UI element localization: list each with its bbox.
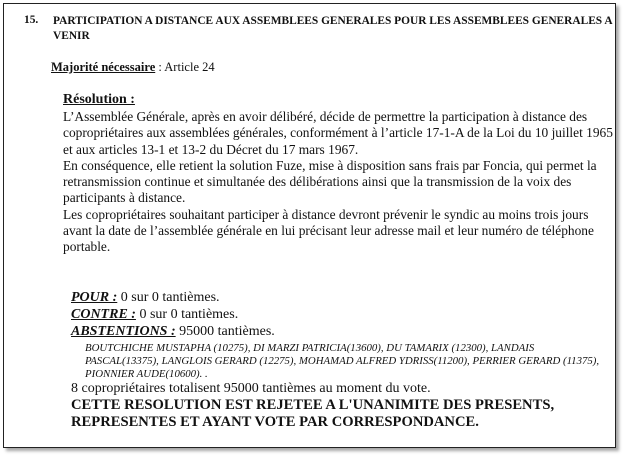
vote-contre-label: CONTRE : — [71, 307, 136, 322]
document-frame — [3, 3, 616, 448]
resolution-conclusion: CETTE RESOLUTION EST REJETEE A L'UNANIMITE DES PRESENTS, REPRESENTES ET AYANT VOTE PAR CORRESPONDANCE. — [71, 397, 555, 430]
vote-contre — [71, 307, 238, 323]
vote-summary: 8 copropriétaires totalisent 95000 tantièmes au moment du vote. — [71, 381, 431, 396]
resolution-title: PARTICIPATION A DISTANCE AUX ASSEMBLEES GENERALES POUR LES ASSEMBLEES GENERALES A VENIR — [53, 15, 612, 42]
majority-line — [51, 60, 215, 75]
vote-pour-label: POUR : — [71, 290, 118, 305]
body-paragraph-1: L’Assemblée Générale, après en avoir délibéré, décide de permettre la participation à distance des copropriétaires aux assemblées générales, conformément à l’article 17-1-A de la Loi du 10 juillet 1965 et aux articles 13-1 et 13-2 du Décret du 17 mars 1967. — [63, 109, 613, 157]
resolution-number: 15. — [24, 14, 39, 26]
vote-abstentions — [71, 324, 275, 340]
vote-abstentions-label: ABSTENTIONS : — [71, 324, 176, 339]
body-paragraph-3: Les copropriétaires souhaitant participer à distance devront prévenir le syndic au moins trois jours avant la date de l’assemblée générale en lui précisant leur adresse mail et leur numéro de téléphone portable. — [63, 206, 594, 255]
abstention-names: BOUTCHICHE MUSTAPHA (10275), DI MARZI PATRICIA(13600), DU TAMARIX (12300), LANDAIS PASCAL(13375), LANGLOIS GERARD (12275), MOHAMAD ALFRED YDRISS(11200), PERRIER GERARD (11375), PIONNIER AUDE(10600). . — [85, 342, 600, 380]
section-heading: Résolution : — [63, 92, 135, 107]
majority-label: Majorité nécessaire — [51, 60, 156, 74]
vote-contre-value: 0 sur 0 tantièmes. — [135, 307, 239, 322]
body-paragraph-2: En conséquence, elle retient la solution Fuze, mise à disposition sans frais par Foncia, qui permet la retransmission continue et simultanée des délibérations ainsi que la transmission de la voix des participants à distance. — [63, 157, 597, 206]
majority-value: : Article 24 — [155, 60, 215, 74]
resolution-body — [63, 109, 618, 256]
vote-pour-value: 0 sur 0 tantièmes. — [117, 290, 220, 305]
vote-pour — [71, 290, 220, 306]
vote-abstentions-value: 95000 tantièmes. — [175, 324, 275, 339]
